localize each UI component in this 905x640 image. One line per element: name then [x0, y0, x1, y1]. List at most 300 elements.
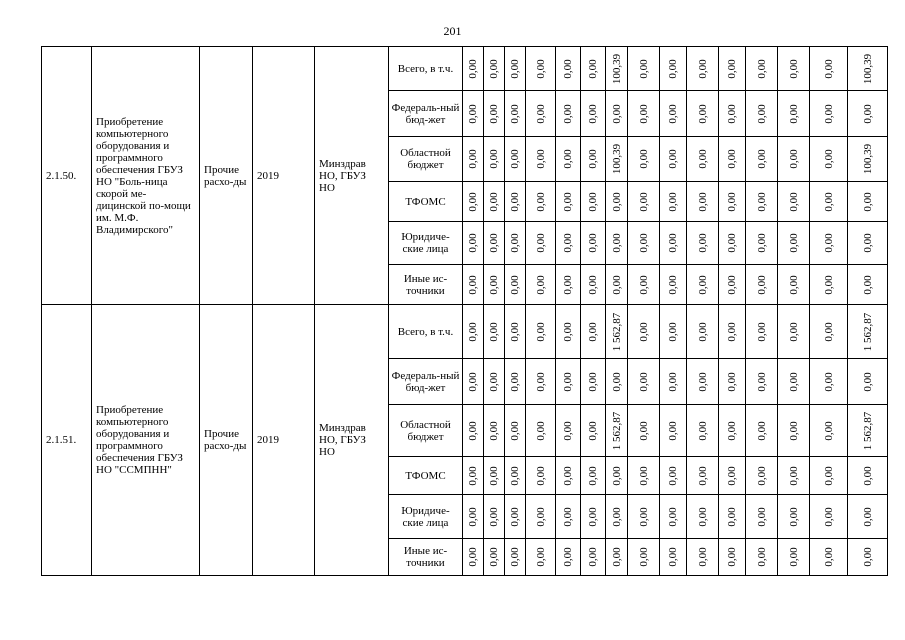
amount-value: 0,00: [637, 149, 650, 169]
amount-value: 0,00: [755, 191, 768, 212]
amount-cell: [687, 539, 719, 576]
amount-value: 0,00: [534, 420, 547, 441]
amount-value: 0,00: [610, 506, 623, 527]
amount-cell: [463, 182, 484, 222]
entry-executor: Минздрав НО, ГБУЗ НО: [315, 47, 389, 305]
amount-cell: [660, 457, 687, 495]
amount-cell: [848, 305, 888, 359]
amount-cell: [581, 305, 606, 359]
amount-value: 0,00: [562, 420, 574, 441]
amount-cell: [526, 182, 556, 222]
amount-value: 0,00: [562, 371, 574, 392]
table-row: [42, 305, 888, 359]
amount-value: 0,00: [696, 233, 709, 253]
amount-cell: [526, 265, 556, 305]
amount-cell: [810, 47, 848, 91]
amount-value: 0,00: [610, 371, 623, 392]
amount-value: 0,00: [534, 274, 547, 295]
amount-value: 0,00: [755, 547, 768, 567]
amount-value: 0,00: [667, 191, 679, 212]
amount-cell: [581, 405, 606, 457]
amount-value: 0,00: [509, 149, 521, 169]
amount-cell: [778, 405, 810, 457]
amount-cell: [778, 359, 810, 405]
amount-cell: [746, 495, 778, 539]
amount-value: 0,00: [637, 506, 650, 527]
amount-value: 0,00: [787, 58, 800, 79]
amount-value: 0,00: [667, 420, 679, 441]
amount-value: 0,00: [587, 274, 599, 295]
amount-cell: [778, 495, 810, 539]
amount-value: 100,39: [861, 143, 874, 175]
amount-cell: [660, 182, 687, 222]
amount-cell: [606, 47, 628, 91]
amount-cell: [687, 305, 719, 359]
amount-value: 100,39: [610, 53, 623, 84]
amount-cell: [660, 91, 687, 137]
amount-cell: [484, 495, 505, 539]
amount-cell: [556, 359, 581, 405]
amount-value: 0,00: [822, 420, 835, 441]
amount-value: 0,00: [509, 274, 521, 295]
amount-value: 0,00: [488, 506, 500, 527]
amount-value: 0,00: [822, 149, 835, 169]
amount-value: 0,00: [822, 103, 835, 124]
amount-value: 0,00: [488, 191, 500, 212]
amount-cell: [526, 47, 556, 91]
amount-cell: [556, 91, 581, 137]
amount-cell: [505, 47, 526, 91]
page-number: 201: [443, 24, 462, 38]
amount-value: 0,00: [861, 103, 874, 124]
amount-value: 0,00: [534, 465, 547, 486]
amount-value: 0,00: [755, 103, 768, 124]
amount-value: 0,00: [587, 58, 599, 79]
amount-value: 0,00: [610, 547, 623, 567]
amount-cell: [484, 539, 505, 576]
amount-value: 0,00: [562, 465, 574, 486]
amount-cell: [687, 495, 719, 539]
amount-cell: [606, 457, 628, 495]
amount-value: 0,00: [726, 547, 738, 567]
amount-value: 0,00: [509, 233, 521, 253]
amount-cell: [606, 91, 628, 137]
amount-cell: [505, 359, 526, 405]
amount-value: 1 562,87: [610, 312, 623, 351]
amount-cell: [660, 539, 687, 576]
amount-cell: [606, 539, 628, 576]
amount-cell: [628, 182, 660, 222]
entry-year: 2019: [253, 47, 315, 305]
amount-value: 0,00: [787, 233, 800, 253]
amount-cell: [660, 495, 687, 539]
amount-value: 0,00: [861, 547, 874, 567]
amount-value: 0,00: [726, 149, 738, 169]
amount-value: 0,00: [562, 58, 574, 79]
amount-cell: [778, 182, 810, 222]
amount-value: 0,00: [488, 465, 500, 486]
amount-cell: [606, 305, 628, 359]
amount-cell: [628, 457, 660, 495]
amount-cell: [628, 405, 660, 457]
table-row: [42, 47, 888, 91]
entry-code: 2.1.51.: [42, 305, 92, 576]
amount-cell: [556, 305, 581, 359]
amount-cell: [628, 91, 660, 137]
amount-value: 0,00: [587, 321, 599, 342]
amount-value: 0,00: [610, 465, 623, 486]
amount-cell: [746, 182, 778, 222]
funding-source: Иные ис-точники: [389, 539, 463, 576]
amount-cell: [687, 457, 719, 495]
amount-cell: [463, 495, 484, 539]
amount-cell: [848, 359, 888, 405]
amount-value: 0,00: [861, 233, 874, 253]
amount-cell: [660, 137, 687, 182]
amount-cell: [526, 495, 556, 539]
amount-value: 0,00: [667, 233, 679, 253]
table-body: [42, 47, 888, 576]
amount-value: 100,39: [861, 53, 874, 84]
amount-cell: [556, 137, 581, 182]
amount-value: 0,00: [637, 274, 650, 295]
amount-cell: [660, 359, 687, 405]
amount-cell: [526, 457, 556, 495]
amount-cell: [746, 47, 778, 91]
amount-cell: [660, 305, 687, 359]
funding-source: Областной бюджет: [389, 137, 463, 182]
amount-value: 0,00: [822, 274, 835, 295]
amount-cell: [463, 405, 484, 457]
amount-value: 0,00: [467, 149, 479, 169]
amount-value: 0,00: [787, 547, 800, 567]
amount-value: 0,00: [534, 547, 547, 567]
amount-value: 0,00: [467, 371, 479, 392]
funding-source: Федераль-ный бюд-жет: [389, 91, 463, 137]
amount-cell: [556, 405, 581, 457]
amount-cell: [848, 182, 888, 222]
amount-value: 0,00: [509, 506, 521, 527]
entry-name: Приобретение компьютерного оборудования и программного обеспечения ГБУЗ НО "ССМПНН": [92, 305, 200, 576]
amount-value: 0,00: [509, 371, 521, 392]
amount-value: 0,00: [667, 103, 679, 124]
amount-cell: [660, 265, 687, 305]
amount-cell: [463, 265, 484, 305]
amount-value: 0,00: [726, 58, 738, 79]
amount-value: 0,00: [667, 371, 679, 392]
amount-cell: [687, 405, 719, 457]
amount-value: 0,00: [637, 371, 650, 392]
amount-value: 0,00: [755, 233, 768, 253]
amount-value: 0,00: [488, 103, 500, 124]
entry-executor: Минздрав НО, ГБУЗ НО: [315, 305, 389, 576]
amount-cell: [778, 222, 810, 265]
amount-cell: [810, 359, 848, 405]
amount-cell: [778, 91, 810, 137]
amount-cell: [606, 265, 628, 305]
amount-value: 0,00: [488, 58, 500, 79]
amount-cell: [484, 305, 505, 359]
entry-year: 2019: [253, 305, 315, 576]
amount-value: 0,00: [696, 191, 709, 212]
amount-cell: [505, 91, 526, 137]
amount-value: 0,00: [667, 547, 679, 567]
amount-value: 0,00: [726, 191, 738, 212]
amount-cell: [746, 265, 778, 305]
amount-cell: [484, 457, 505, 495]
amount-value: 0,00: [587, 506, 599, 527]
amount-cell: [746, 405, 778, 457]
funding-source: Иные ис-точники: [389, 265, 463, 305]
amount-value: 0,00: [562, 191, 574, 212]
amount-cell: [628, 265, 660, 305]
amount-cell: [526, 91, 556, 137]
amount-cell: [628, 539, 660, 576]
amount-value: 0,00: [534, 149, 547, 169]
amount-value: 0,00: [637, 58, 650, 79]
funding-table: [41, 46, 888, 576]
amount-value: 0,00: [822, 506, 835, 527]
amount-cell: [484, 265, 505, 305]
amount-value: 0,00: [467, 547, 479, 567]
amount-cell: [810, 137, 848, 182]
amount-cell: [848, 91, 888, 137]
funding-source: Всего, в т.ч.: [389, 47, 463, 91]
amount-cell: [505, 495, 526, 539]
amount-value: 0,00: [587, 465, 599, 486]
amount-value: 0,00: [755, 371, 768, 392]
amount-cell: [556, 47, 581, 91]
expense-type: Прочие расхо-ды: [200, 305, 253, 576]
amount-cell: [526, 222, 556, 265]
amount-cell: [778, 265, 810, 305]
amount-cell: [463, 539, 484, 576]
amount-cell: [848, 137, 888, 182]
amount-value: 0,00: [562, 274, 574, 295]
amount-cell: [746, 305, 778, 359]
amount-value: 0,00: [562, 233, 574, 253]
amount-value: 0,00: [562, 506, 574, 527]
amount-value: 0,00: [534, 506, 547, 527]
amount-value: 0,00: [467, 465, 479, 486]
amount-cell: [778, 47, 810, 91]
amount-value: 0,00: [787, 191, 800, 212]
amount-value: 0,00: [696, 149, 709, 169]
amount-cell: [606, 359, 628, 405]
expense-type: Прочие расхо-ды: [200, 47, 253, 305]
amount-value: 0,00: [610, 274, 623, 295]
amount-cell: [719, 265, 746, 305]
amount-value: 0,00: [696, 465, 709, 486]
amount-cell: [606, 405, 628, 457]
amount-value: 0,00: [587, 371, 599, 392]
amount-cell: [719, 222, 746, 265]
amount-value: 0,00: [637, 103, 650, 124]
amount-value: 0,00: [822, 321, 835, 342]
amount-value: 0,00: [509, 547, 521, 567]
amount-value: 0,00: [488, 420, 500, 441]
amount-value: 0,00: [587, 191, 599, 212]
amount-cell: [660, 47, 687, 91]
amount-cell: [526, 137, 556, 182]
amount-cell: [556, 222, 581, 265]
amount-value: 0,00: [787, 465, 800, 486]
amount-cell: [719, 305, 746, 359]
amount-value: 0,00: [822, 465, 835, 486]
amount-cell: [463, 457, 484, 495]
funding-source: Юридиче-ские лица: [389, 222, 463, 265]
amount-cell: [581, 457, 606, 495]
amount-cell: [581, 137, 606, 182]
amount-value: 0,00: [726, 321, 738, 342]
amount-value: 0,00: [667, 149, 679, 169]
amount-cell: [746, 359, 778, 405]
amount-value: 0,00: [861, 506, 874, 527]
amount-cell: [556, 457, 581, 495]
amount-cell: [687, 137, 719, 182]
amount-cell: [848, 539, 888, 576]
funding-source: Областной бюджет: [389, 405, 463, 457]
amount-cell: [687, 359, 719, 405]
amount-cell: [719, 405, 746, 457]
amount-value: 0,00: [787, 274, 800, 295]
amount-value: 0,00: [637, 420, 650, 441]
amount-cell: [687, 265, 719, 305]
amount-cell: [660, 222, 687, 265]
amount-cell: [463, 91, 484, 137]
amount-cell: [484, 222, 505, 265]
funding-source: Федераль-ный бюд-жет: [389, 359, 463, 405]
amount-cell: [505, 457, 526, 495]
amount-value: 0,00: [726, 103, 738, 124]
amount-value: 0,00: [696, 58, 709, 79]
amount-value: 0,00: [696, 274, 709, 295]
amount-value: 0,00: [587, 149, 599, 169]
amount-value: 1 562,87: [610, 411, 623, 450]
amount-value: 0,00: [587, 103, 599, 124]
amount-cell: [778, 539, 810, 576]
funding-source: ТФОМС: [389, 457, 463, 495]
amount-value: 0,00: [696, 103, 709, 124]
amount-value: 0,00: [534, 321, 547, 342]
amount-value: 0,00: [637, 465, 650, 486]
amount-cell: [687, 182, 719, 222]
amount-value: 0,00: [696, 506, 709, 527]
amount-value: 0,00: [822, 547, 835, 567]
amount-value: 0,00: [667, 465, 679, 486]
amount-value: 0,00: [696, 371, 709, 392]
amount-value: 0,00: [787, 103, 800, 124]
amount-cell: [810, 91, 848, 137]
amount-cell: [719, 182, 746, 222]
amount-cell: [581, 47, 606, 91]
amount-cell: [581, 91, 606, 137]
amount-cell: [848, 457, 888, 495]
amount-cell: [746, 222, 778, 265]
amount-value: 0,00: [587, 420, 599, 441]
amount-value: 0,00: [488, 233, 500, 253]
amount-value: 0,00: [755, 506, 768, 527]
amount-value: 0,00: [562, 321, 574, 342]
amount-value: 0,00: [534, 233, 547, 253]
amount-cell: [505, 539, 526, 576]
amount-cell: [628, 359, 660, 405]
amount-value: 0,00: [667, 274, 679, 295]
amount-value: 0,00: [726, 506, 738, 527]
amount-value: 1 562,87: [861, 312, 874, 351]
amount-cell: [581, 539, 606, 576]
amount-cell: [848, 265, 888, 305]
amount-value: 0,00: [610, 103, 623, 124]
amount-cell: [628, 47, 660, 91]
amount-cell: [746, 137, 778, 182]
amount-value: 0,00: [467, 506, 479, 527]
amount-value: 0,00: [509, 321, 521, 342]
amount-cell: [484, 182, 505, 222]
amount-cell: [505, 182, 526, 222]
amount-cell: [628, 137, 660, 182]
amount-cell: [484, 137, 505, 182]
amount-cell: [848, 47, 888, 91]
amount-cell: [810, 305, 848, 359]
amount-cell: [687, 47, 719, 91]
amount-cell: [810, 222, 848, 265]
amount-value: 0,00: [467, 191, 479, 212]
amount-value: 0,00: [667, 321, 679, 342]
amount-cell: [484, 359, 505, 405]
amount-value: 0,00: [467, 103, 479, 124]
amount-value: 0,00: [637, 547, 650, 567]
amount-value: 0,00: [787, 371, 800, 392]
amount-value: 0,00: [467, 321, 479, 342]
funding-source: ТФОМС: [389, 182, 463, 222]
amount-value: 0,00: [488, 371, 500, 392]
amount-value: 0,00: [509, 420, 521, 441]
amount-cell: [556, 265, 581, 305]
amount-value: 0,00: [861, 371, 874, 392]
amount-value: 0,00: [696, 420, 709, 441]
amount-value: 0,00: [534, 58, 547, 79]
amount-cell: [484, 405, 505, 457]
funding-source: Юридиче-ские лица: [389, 495, 463, 539]
amount-value: 0,00: [467, 274, 479, 295]
amount-value: 0,00: [755, 149, 768, 169]
amount-value: 0,00: [562, 547, 574, 567]
amount-cell: [810, 539, 848, 576]
amount-cell: [719, 47, 746, 91]
amount-value: 0,00: [637, 321, 650, 342]
amount-value: 0,00: [637, 233, 650, 253]
amount-cell: [719, 359, 746, 405]
amount-cell: [628, 305, 660, 359]
amount-cell: [505, 305, 526, 359]
amount-value: 0,00: [822, 191, 835, 212]
amount-value: 0,00: [861, 191, 874, 212]
amount-cell: [746, 539, 778, 576]
amount-value: 0,00: [488, 149, 500, 169]
amount-value: 0,00: [755, 274, 768, 295]
amount-value: 0,00: [488, 274, 500, 295]
amount-cell: [719, 91, 746, 137]
amount-cell: [746, 91, 778, 137]
amount-value: 0,00: [822, 233, 835, 253]
amount-cell: [581, 359, 606, 405]
amount-value: 0,00: [787, 149, 800, 169]
amount-value: 0,00: [509, 191, 521, 212]
amount-cell: [810, 457, 848, 495]
amount-cell: [810, 182, 848, 222]
amount-value: 0,00: [488, 321, 500, 342]
